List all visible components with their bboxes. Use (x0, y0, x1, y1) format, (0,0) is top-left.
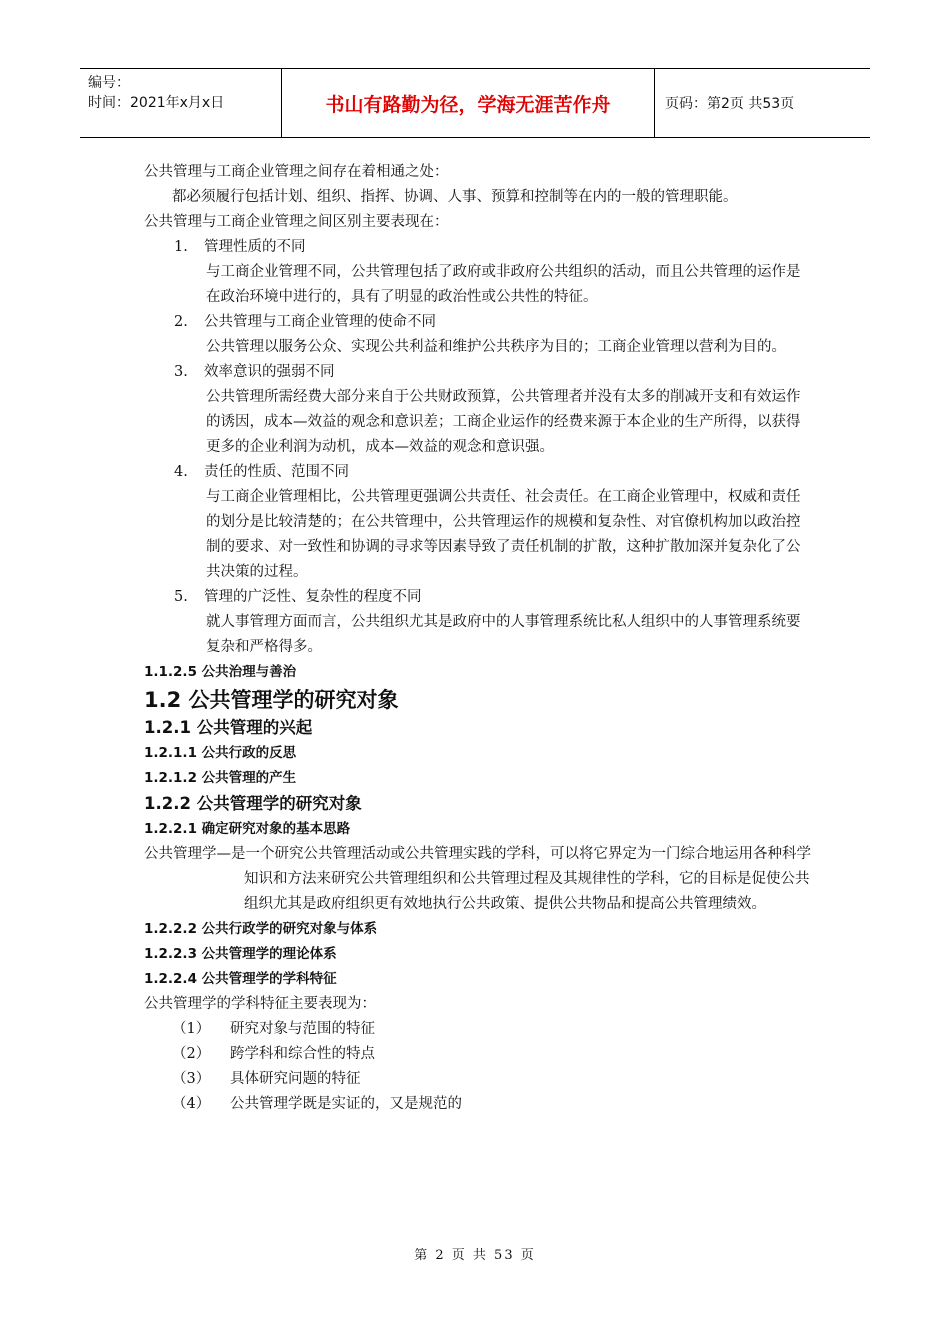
header-date: 时间：2021年x月x日 (88, 95, 225, 111)
paragraph-common-functions: 都必须履行包括计划、组织、指挥、协调、人事、预算和控制等在内的一般的管理职能。 (172, 189, 738, 205)
heading-1-2-2: 1.2.2 公共管理学的研究对象 (144, 794, 362, 813)
list-item-number: （1） (172, 1021, 211, 1037)
heading-1-2-1-1: 1.2.1.1 公共行政的反思 (144, 745, 297, 761)
page-footer: 第 2 页 共 53 页 (414, 1248, 536, 1263)
heading-1-2: 1.2 公共管理学的研究对象 (144, 688, 399, 712)
header-number-label: 编号： (88, 75, 130, 91)
list-item-title: 管理性质的不同 (204, 239, 306, 255)
list-item-number: 3. (174, 364, 188, 380)
list-item-text: 具体研究问题的特征 (230, 1071, 361, 1087)
list-item-title: 效率意识的强弱不同 (204, 364, 335, 380)
heading-1-2-1-2: 1.2.1.2 公共管理的产生 (144, 770, 297, 786)
heading-1-2-2-2: 1.2.2.2 公共行政学的研究对象与体系 (144, 921, 378, 937)
list-item-number: （4） (172, 1096, 211, 1112)
document-body (144, 160, 814, 1117)
heading-1-1-2-5: 1.1.2.5 公共治理与善治 (144, 664, 297, 680)
list-item (144, 1042, 814, 1067)
heading-1-2-1: 1.2.1 公共管理的兴起 (144, 718, 313, 737)
header-page-info: 页码：第2页 共53页 (665, 96, 795, 112)
list-item (144, 1067, 814, 1092)
list-item (144, 235, 814, 310)
list-item-number: 1. (174, 239, 188, 255)
header-motto: 书山有路勤为径，学海无涯苦作舟 (282, 69, 655, 137)
list-item (144, 360, 814, 460)
list-item (144, 1017, 814, 1042)
list-item (144, 460, 814, 585)
paragraph-similarity: 公共管理与工商企业管理之间存在着相通之处： (144, 164, 449, 180)
paragraph-definition: 公共管理学—是一个研究公共管理活动或公共管理实践的学科，可以将它界定为一门综合地运用各种科学知识和方法来研究公共管理组织和公共管理过程及其规律性的学科，它的目标是促使公共组织尤其是政府组织更有效地执行公共政策、提供公共物品和提高公共管理绩效。 (144, 846, 811, 912)
list-item-title: 责任的性质、范围不同 (204, 464, 349, 480)
list-item (144, 310, 814, 360)
list-item-text: 研究对象与范围的特征 (230, 1021, 375, 1037)
heading-1-2-2-3: 1.2.2.3 公共管理学的理论体系 (144, 946, 337, 962)
list-item-title: 公共管理与工商企业管理的使命不同 (204, 314, 436, 330)
list-item-number: （3） (172, 1071, 211, 1087)
heading-1-2-2-1: 1.2.2.1 确定研究对象的基本思路 (144, 821, 351, 837)
list-item (144, 1092, 814, 1117)
difference-list (144, 235, 814, 660)
list-item-number: 5. (174, 589, 188, 605)
paragraph-features-intro: 公共管理学的学科特征主要表现为： (144, 996, 376, 1012)
feature-list (144, 1017, 814, 1117)
list-item-text: 公共管理所需经费大部分来自于公共财政预算，公共管理者并没有太多的削减开支和有效运作的诱因，成本—效益的观念和意识差；工商企业运作的经费来源于本企业的生产所得，以获得更多的企业利润为动机，成本—效益的观念和意识强。 (206, 389, 801, 455)
heading-1-2-2-4: 1.2.2.4 公共管理学的学科特征 (144, 971, 337, 987)
document-header (80, 68, 870, 138)
list-item-text: 与工商企业管理不同，公共管理包括了政府或非政府公共组织的活动，而且公共管理的运作是在政治环境中进行的，具有了明显的政治性或公共性的特征。 (206, 264, 801, 305)
list-item-text: 就人事管理方面而言，公共组织尤其是政府中的人事管理系统比私人组织中的人事管理系统要复杂和严格得多。 (206, 614, 801, 655)
paragraph-differences: 公共管理与工商企业管理之间区别主要表现在： (144, 214, 449, 230)
header-meta (80, 69, 282, 137)
list-item-number: 2. (174, 314, 188, 330)
list-item-text: 公共管理学既是实证的，又是规范的 (230, 1096, 462, 1112)
list-item-number: 4. (174, 464, 188, 480)
list-item (144, 585, 814, 660)
list-item-text: 跨学科和综合性的特点 (230, 1046, 375, 1062)
list-item-text: 与工商企业管理相比，公共管理更强调公共责任、社会责任。在工商企业管理中，权威和责任的划分是比较清楚的；在公共管理中，公共管理运作的规模和复杂性、对官僚机构加以政治控制的要求、对一致性和协调的寻求等因素导致了责任机制的扩散，这种扩散加深并复杂化了公共决策的过程。 (206, 489, 801, 580)
list-item-number: （2） (172, 1046, 211, 1062)
list-item-title: 管理的广泛性、复杂性的程度不同 (204, 589, 422, 605)
list-item-text: 公共管理以服务公众、实现公共利益和维护公共秩序为目的；工商企业管理以营利为目的。 (206, 339, 786, 355)
